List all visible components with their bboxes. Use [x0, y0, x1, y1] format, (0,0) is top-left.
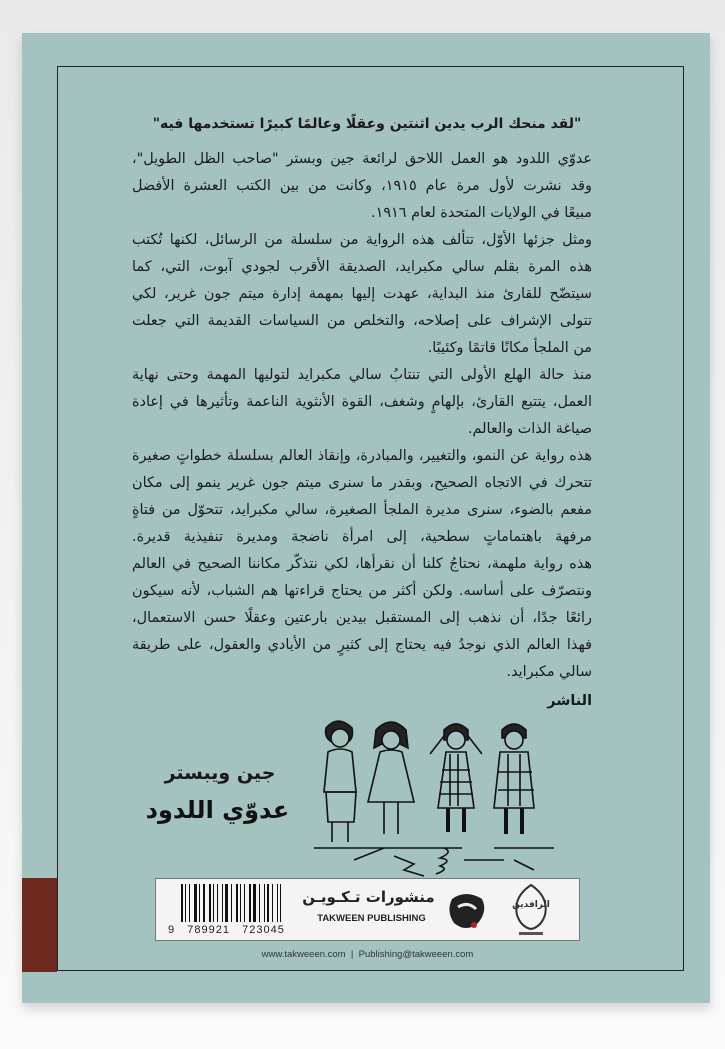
book-title: عدوّي اللدود [145, 796, 290, 824]
blurb-line: رائعًا جدًا، أن نذهب إلى المستقبل بيدين بارعتين وعقلًا حسن الاستعمال، [132, 610, 592, 626]
blurb-line: مرفهة باهتماماتٍ سطحية، إلى امرأة ناضجة ومديرة تنفيذية قديرة. [132, 529, 592, 545]
barcode-bar [264, 884, 265, 922]
blurb-line: مفعم بالضوء، سنرى مديرة الملجأ الصغيرة، سالي مكبرايد، تتحوّل من فتاةٍ [132, 502, 592, 518]
barcode-bar [209, 884, 211, 922]
barcode [181, 884, 281, 922]
blurb-line: وقد نشرت لأول مرة عام ١٩١٥، وكانت من بين الكتب العشرة الأفضل [132, 178, 592, 194]
barcode-bar [185, 884, 186, 922]
barcode-bar [236, 884, 238, 922]
barcode-bar [272, 884, 273, 922]
barcode-bar [244, 884, 245, 922]
blurb-line: ومثل جزئها الأوّل، تتألف هذه الرواية من سلسلة من الرسائل، لكنها تُكتب [132, 232, 592, 248]
barcode-bar [181, 884, 183, 922]
barcode-bar [240, 884, 241, 922]
barcode-bar [213, 884, 214, 922]
barcode-bar [253, 884, 256, 922]
barcode-bar [217, 884, 218, 922]
barcode-bar [277, 884, 278, 922]
barcode-bar [203, 884, 205, 922]
barcode-bar [222, 884, 223, 922]
children-illustration [304, 700, 554, 880]
blurb-line: هذه المرة بقلم سالي مكبرايد، الصديقة الأقرب لجودي آبوت، التي، كما [132, 259, 592, 275]
barcode-panel [155, 878, 580, 941]
publisher-contact: www.takweeen.com | Publishing@takweeen.com [261, 949, 474, 960]
blurb-line: سيتضّح للقارئ منذ البداية، عهدت إليها بمهمة إدارة ميتم جون غرير، لكي [132, 286, 592, 302]
barcode-bar [231, 884, 232, 922]
book-author: جين ويبستر [164, 762, 276, 784]
blurb-line: العمل، يتتبع القارئ، بإلهامٍ وشغف، القوة الأنثوية الناعمة وتأثيرها في إعادة [132, 394, 592, 410]
barcode-bar [249, 884, 251, 922]
takween-logo-icon [444, 885, 490, 935]
publisher-name-arabic: منشورات تـكـويـن [302, 888, 435, 906]
book-back-cover [22, 33, 710, 1003]
blurb-line: تتحرك في الاتجاه الصحيح، وبقدر ما سنرى ميتم جون غرير ينمو إلى مكان [132, 475, 592, 491]
barcode-bar [267, 884, 269, 922]
barcode-bar [225, 884, 228, 922]
publisher-signature: الناشر [547, 693, 592, 709]
blurb-line: هذه رواية ملهمة، نحتاجُ كلنا أن نقرأها، لكي نتذكّر مكاننا الصحيح في العالم [132, 556, 592, 572]
blurb-line: منذ حالة الهلع الأولى التي تنتابُ سالي مكبرايد لتوليها المهمة وحتى نهاية [132, 367, 592, 383]
blurb-line: تتولى الإشراف على إصلاحه، والتخلص من السياسات القديمة التي جعلت [132, 313, 592, 329]
barcode-bar [280, 884, 281, 922]
cover-quote: "لقد منحك الرب يدين اثنتين وعقلًا وعالمًا كبيرًا تستخدمها فيه" [152, 116, 582, 132]
blurb-text [132, 146, 592, 715]
blurb-line: هذه رواية عن النمو، والتغيير، والمبادرة، وإنقاذ العالم بسلسلة خطواتٍ صغيرة [132, 448, 592, 464]
partner-logo-text: الرافدين [512, 900, 550, 910]
barcode-bar [199, 884, 200, 922]
blurb-line: عدوّي اللدود هو العمل اللاحق لرائعة جين وبستر "صاحب الظل الطويل"، [132, 151, 592, 167]
blurb-line: مبيعًا في الولايات المتحدة لعام ١٩١٦. [371, 205, 592, 221]
blurb-line: من الملجأ مكانًا قاتمًا وكئيبًا. [427, 340, 592, 356]
publisher-name-english: TAKWEEN PUBLISHING [317, 913, 426, 924]
barcode-bar [189, 884, 190, 922]
isbn-number: 9 789921 723045 [168, 924, 285, 936]
barcode-bar [194, 884, 197, 922]
blurb-line: ونتصرّف على أساسه. ولكن أكثر من يحتاج قراءتها هم الشباب، لأنه سيكون [132, 583, 592, 599]
blurb-line: سالي مكبرايد. [506, 664, 592, 680]
blurb-line: صياغة الذات والعالم. [467, 421, 592, 437]
blurb-line: فهذا العالم الذي نوجدُ فيه يحتاج إلى كثيرٍ من الأيادي والعقول، على طريقة [132, 637, 592, 653]
barcode-bar [259, 884, 260, 922]
spine-color-strip [22, 878, 57, 972]
